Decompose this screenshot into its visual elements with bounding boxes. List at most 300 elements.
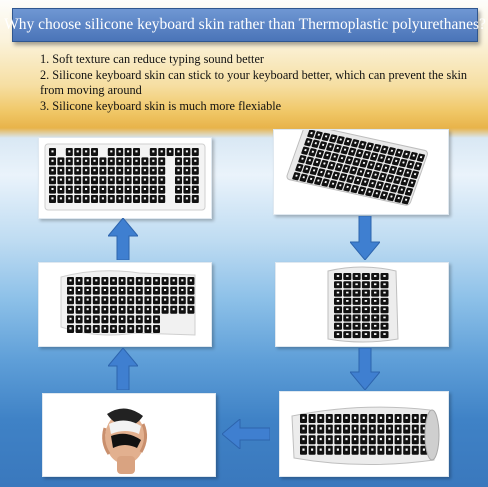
keycap-legend <box>69 308 71 310</box>
keycap-legend <box>186 188 188 190</box>
benefit-item-1: 1. Soft texture can reduce typing sound better <box>40 52 265 66</box>
keycap-legend <box>77 169 79 171</box>
keycap-legend <box>346 317 348 319</box>
keycap-legend <box>190 289 192 291</box>
keycap-legend <box>144 197 146 199</box>
keycap-legend <box>78 308 80 310</box>
keycap-legend <box>112 308 114 310</box>
keycap-legend <box>155 289 157 291</box>
keycap-legend <box>127 160 129 162</box>
keycap-legend <box>110 160 112 162</box>
keycap-legend <box>414 427 416 429</box>
keycap-legend <box>121 279 123 281</box>
keycap-legend <box>345 417 347 419</box>
keycap-legend <box>119 188 121 190</box>
benefit-list <box>40 52 480 114</box>
keycap-legend <box>144 169 146 171</box>
keycap-legend <box>68 160 70 162</box>
keycap-legend <box>60 197 62 199</box>
keycap-legend <box>365 308 367 310</box>
arrow-up-icon <box>108 348 138 390</box>
keycap-legend <box>194 197 196 199</box>
keycap-legend <box>388 438 390 440</box>
keycap-legend <box>144 188 146 190</box>
keycap-legend <box>68 197 70 199</box>
arrow-down-icon <box>350 216 380 260</box>
keycap-legend <box>112 289 114 291</box>
keycap-legend <box>177 188 179 190</box>
page-title: Why choose silicone keyboard skin rather than Thermoplastic polyurethanes? <box>4 16 486 33</box>
keycap-legend <box>104 279 106 281</box>
keycap-legend <box>177 150 179 152</box>
keycap-legend <box>194 150 196 152</box>
keycap-legend <box>104 289 106 291</box>
keycap-legend <box>355 283 357 285</box>
keycap-legend <box>138 299 140 301</box>
title-banner <box>4 8 486 42</box>
keycap-legend <box>119 169 121 171</box>
keycap-legend <box>112 299 114 301</box>
keycap-legend <box>181 308 183 310</box>
keycap-legend <box>152 160 154 162</box>
keycap-legend <box>177 179 179 181</box>
keycap-legend <box>85 150 87 152</box>
photo-keyboard-flat <box>38 137 212 219</box>
keycap-legend <box>102 188 104 190</box>
keycap-legend <box>302 417 304 419</box>
photo-keyboard-squeezed <box>42 393 216 477</box>
keycap-legend <box>78 289 80 291</box>
keycap-legend <box>181 279 183 281</box>
keycap-legend <box>112 279 114 281</box>
keycap-legend <box>383 292 385 294</box>
keycap-legend <box>161 197 163 199</box>
keyboard-bending-image <box>39 263 211 346</box>
keycap-legend <box>152 188 154 190</box>
keycap-legend <box>346 283 348 285</box>
keycap-legend <box>95 308 97 310</box>
keycap-legend <box>130 289 132 291</box>
keycap-legend <box>147 289 149 291</box>
keycap-legend <box>355 292 357 294</box>
keycap-legend <box>104 308 106 310</box>
keycap-legend <box>138 327 140 329</box>
arrow-left-icon <box>222 419 270 449</box>
keycap-legend <box>383 283 385 285</box>
keycap-legend <box>85 197 87 199</box>
keycap-legend <box>164 308 166 310</box>
keycap-legend <box>95 299 97 301</box>
keycap-legend <box>380 417 382 419</box>
keycap-legend <box>130 279 132 281</box>
keycap-legend <box>69 289 71 291</box>
keycap-legend <box>346 275 348 277</box>
keycap-legend <box>169 150 171 152</box>
keycap-legend <box>110 179 112 181</box>
keycap-legend <box>102 197 104 199</box>
keycap-legend <box>328 417 330 419</box>
keycap-legend <box>173 299 175 301</box>
keycap-legend <box>130 318 132 320</box>
keycap-legend <box>87 299 89 301</box>
keycap-legend <box>138 318 140 320</box>
keycap-legend <box>135 179 137 181</box>
keycap-legend <box>337 283 339 285</box>
keycap-legend <box>87 308 89 310</box>
keycap-legend <box>337 325 339 327</box>
keycap-legend <box>138 289 140 291</box>
keycap-legend <box>355 308 357 310</box>
keycap-legend <box>374 283 376 285</box>
keycap-legend <box>380 438 382 440</box>
keycap-legend <box>77 197 79 199</box>
keycap-legend <box>328 449 330 451</box>
keycap-legend <box>85 169 87 171</box>
keycap-legend <box>423 427 425 429</box>
keycap-legend <box>164 279 166 281</box>
keycap-legend <box>371 449 373 451</box>
keycap-legend <box>320 449 322 451</box>
keycap-legend <box>51 197 53 199</box>
keycap-legend <box>346 300 348 302</box>
keycap-legend <box>365 292 367 294</box>
keycap-legend <box>121 289 123 291</box>
keycap-legend <box>87 327 89 329</box>
keycap-legend <box>95 279 97 281</box>
keycap-legend <box>365 300 367 302</box>
keycap-legend <box>374 333 376 335</box>
keycap-legend <box>374 275 376 277</box>
keycap-legend <box>346 333 348 335</box>
keycap-legend <box>119 179 121 181</box>
keycap-legend <box>127 179 129 181</box>
keycap-legend <box>119 160 121 162</box>
keycap-legend <box>320 438 322 440</box>
keycap-legend <box>374 292 376 294</box>
keycap-legend <box>51 179 53 181</box>
keycap-legend <box>190 308 192 310</box>
arrow-down-icon <box>350 348 380 390</box>
keycap-legend <box>78 279 80 281</box>
keycap-legend <box>302 449 304 451</box>
keycap-legend <box>346 325 348 327</box>
keycap-legend <box>161 150 163 152</box>
keycap-legend <box>147 318 149 320</box>
keycap-legend <box>135 169 137 171</box>
keycap-legend <box>78 318 80 320</box>
keycap-legend <box>144 179 146 181</box>
photo-keyboard-bending <box>38 262 212 347</box>
keycap-legend <box>383 333 385 335</box>
keycap-legend <box>346 308 348 310</box>
keycap-legend <box>121 299 123 301</box>
keycap-legend <box>181 299 183 301</box>
keycap-legend <box>177 169 179 171</box>
keycap-legend <box>152 179 154 181</box>
arrow-up-icon <box>108 218 138 260</box>
keycap-legend <box>51 160 53 162</box>
keycap-legend <box>77 160 79 162</box>
keycap-legend <box>380 449 382 451</box>
keycap-legend <box>365 283 367 285</box>
keycap-legend <box>397 449 399 451</box>
keycap-legend <box>383 308 385 310</box>
keycap-legend <box>164 299 166 301</box>
keycap-legend <box>355 333 357 335</box>
keycap-legend <box>85 188 87 190</box>
keycap-legend <box>194 169 196 171</box>
keycap-legend <box>68 188 70 190</box>
keycap-legend <box>186 179 188 181</box>
keycap-legend <box>95 318 97 320</box>
keycap-legend <box>147 279 149 281</box>
keycap-legend <box>173 308 175 310</box>
keycap-legend <box>69 299 71 301</box>
keycap-legend <box>337 308 339 310</box>
keyboard-angled-image <box>274 130 448 214</box>
keycap-legend <box>374 300 376 302</box>
keycap-legend <box>102 160 104 162</box>
keycap-legend <box>155 318 157 320</box>
keycap-legend <box>135 160 137 162</box>
keycap-legend <box>345 427 347 429</box>
keycap-legend <box>69 327 71 329</box>
keycap-legend <box>383 300 385 302</box>
keycap-legend <box>374 308 376 310</box>
keycap-legend <box>363 449 365 451</box>
keycap-legend <box>121 327 123 329</box>
keycap-legend <box>152 169 154 171</box>
keycap-legend <box>130 327 132 329</box>
keycap-legend <box>194 160 196 162</box>
keycap-legend <box>365 325 367 327</box>
keycap-legend <box>190 279 192 281</box>
keycap-legend <box>78 327 80 329</box>
keycap-legend <box>104 299 106 301</box>
keycap-legend <box>371 427 373 429</box>
keycap-legend <box>161 160 163 162</box>
keycap-legend <box>95 289 97 291</box>
keycap-legend <box>155 299 157 301</box>
keycap-legend <box>127 169 129 171</box>
keycap-legend <box>388 427 390 429</box>
keycap-legend <box>51 188 53 190</box>
keycap-legend <box>345 438 347 440</box>
keycap-legend <box>112 327 114 329</box>
keycap-legend <box>383 325 385 327</box>
keycap-legend <box>423 449 425 451</box>
keycap-legend <box>127 197 129 199</box>
photo-keyboard-rolled <box>279 391 449 477</box>
keycap-legend <box>110 169 112 171</box>
keycap-legend <box>365 333 367 335</box>
keycap-legend <box>311 438 313 440</box>
keycap-legend <box>60 188 62 190</box>
keycap-legend <box>119 150 121 152</box>
keycap-legend <box>155 279 157 281</box>
keycap-legend <box>144 160 146 162</box>
keycap-legend <box>147 308 149 310</box>
keycap-legend <box>388 449 390 451</box>
keycap-legend <box>374 317 376 319</box>
keycap-legend <box>68 179 70 181</box>
keycap-legend <box>104 327 106 329</box>
keycap-legend <box>383 275 385 277</box>
keycap-legend <box>87 318 89 320</box>
keycap-legend <box>380 427 382 429</box>
keycap-legend <box>161 169 163 171</box>
keycap-legend <box>93 197 95 199</box>
keycap-legend <box>414 417 416 419</box>
keycap-legend <box>164 289 166 291</box>
keycap-legend <box>95 327 97 329</box>
keycap-legend <box>77 188 79 190</box>
keycap-legend <box>78 299 80 301</box>
keycap-legend <box>147 327 149 329</box>
keycap-legend <box>93 188 95 190</box>
keycap-legend <box>363 438 365 440</box>
keycap-legend <box>87 289 89 291</box>
keycap-legend <box>363 417 365 419</box>
hand-squeeze-image <box>43 394 215 476</box>
keycap-legend <box>337 449 339 451</box>
photo-keyboard-angled <box>273 129 449 215</box>
keycap-legend <box>354 438 356 440</box>
keycap-legend <box>173 289 175 291</box>
keycap-legend <box>147 299 149 301</box>
keycap-legend <box>69 318 71 320</box>
keycap-legend <box>311 417 313 419</box>
photo-keyboard-folded <box>275 262 449 347</box>
keycap-legend <box>102 169 104 171</box>
keycap-legend <box>127 150 129 152</box>
keycap-legend <box>177 160 179 162</box>
keycap-legend <box>337 333 339 335</box>
keycap-legend <box>135 197 137 199</box>
keycap-legend <box>337 317 339 319</box>
keycap-legend <box>60 179 62 181</box>
keycap-legend <box>51 169 53 171</box>
keycap-legend <box>371 438 373 440</box>
keycap-legend <box>112 318 114 320</box>
keycap-legend <box>104 318 106 320</box>
keycap-legend <box>320 427 322 429</box>
keycap-legend <box>374 325 376 327</box>
keycap-legend <box>127 188 129 190</box>
keyboard-rolled-image <box>280 392 448 476</box>
keycap-legend <box>337 417 339 419</box>
keycap-legend <box>121 308 123 310</box>
keycap-legend <box>311 449 313 451</box>
keycap-legend <box>60 169 62 171</box>
keycap-legend <box>93 160 95 162</box>
keycap-legend <box>135 150 137 152</box>
keycap-legend <box>93 179 95 181</box>
keycap-legend <box>102 179 104 181</box>
benefit-item-2: 2. Silicone keyboard skin can stick to your keyboard better, which can prevent the skin from moving around <box>40 67 468 97</box>
keycap-legend <box>397 438 399 440</box>
keycap-legend <box>397 417 399 419</box>
keycap-legend <box>110 197 112 199</box>
keycap-legend <box>371 417 373 419</box>
keycap-legend <box>328 427 330 429</box>
keycap-legend <box>406 417 408 419</box>
keycap-legend <box>186 150 188 152</box>
keycap-legend <box>363 427 365 429</box>
keyboard-flat-image <box>39 138 211 218</box>
keycap-legend <box>155 308 157 310</box>
keycap-legend <box>388 417 390 419</box>
keycap-legend <box>311 427 313 429</box>
keycap-legend <box>152 197 154 199</box>
keycap-legend <box>346 292 348 294</box>
keycap-legend <box>181 289 183 291</box>
keycap-legend <box>121 318 123 320</box>
keycap-legend <box>135 188 137 190</box>
keycap-legend <box>337 427 339 429</box>
keycap-legend <box>186 197 188 199</box>
keycap-legend <box>130 308 132 310</box>
keycap-legend <box>383 317 385 319</box>
keycap-legend <box>406 449 408 451</box>
keycap-legend <box>414 449 416 451</box>
keyboard-folded-image <box>276 263 448 346</box>
keycap-legend <box>69 279 71 281</box>
keycap-legend <box>302 438 304 440</box>
keycap-legend <box>365 317 367 319</box>
keycap-legend <box>130 299 132 301</box>
keycap-legend <box>190 299 192 301</box>
keycap-legend <box>365 275 367 277</box>
keycap-legend <box>119 197 121 199</box>
keycap-legend <box>337 275 339 277</box>
keycap-legend <box>406 427 408 429</box>
keycap-legend <box>51 150 53 152</box>
keycap-legend <box>173 279 175 281</box>
keycap-legend <box>354 449 356 451</box>
keycap-legend <box>354 427 356 429</box>
keycap-legend <box>87 279 89 281</box>
keycap-legend <box>345 449 347 451</box>
keycap-legend <box>85 160 87 162</box>
keycap-legend <box>328 438 330 440</box>
keycap-legend <box>337 300 339 302</box>
keycap-legend <box>155 327 157 329</box>
keycap-legend <box>152 150 154 152</box>
keycap-legend <box>60 160 62 162</box>
keycap-legend <box>406 438 408 440</box>
keycap-legend <box>93 150 95 152</box>
keycap-legend <box>194 188 196 190</box>
keycap-legend <box>320 417 322 419</box>
keycap-legend <box>194 179 196 181</box>
keycap-legend <box>423 417 425 419</box>
keycap-legend <box>355 300 357 302</box>
keycap-legend <box>138 308 140 310</box>
keycap-legend <box>337 438 339 440</box>
keycap-legend <box>354 417 356 419</box>
keycap-legend <box>355 317 357 319</box>
keycap-legend <box>161 188 163 190</box>
keycap-legend <box>414 438 416 440</box>
keycap-legend <box>93 169 95 171</box>
keycap-legend <box>161 179 163 181</box>
keycap-legend <box>186 169 188 171</box>
keycap-legend <box>186 160 188 162</box>
keycap-legend <box>355 275 357 277</box>
keycap-legend <box>355 325 357 327</box>
keycap-legend <box>77 150 79 152</box>
